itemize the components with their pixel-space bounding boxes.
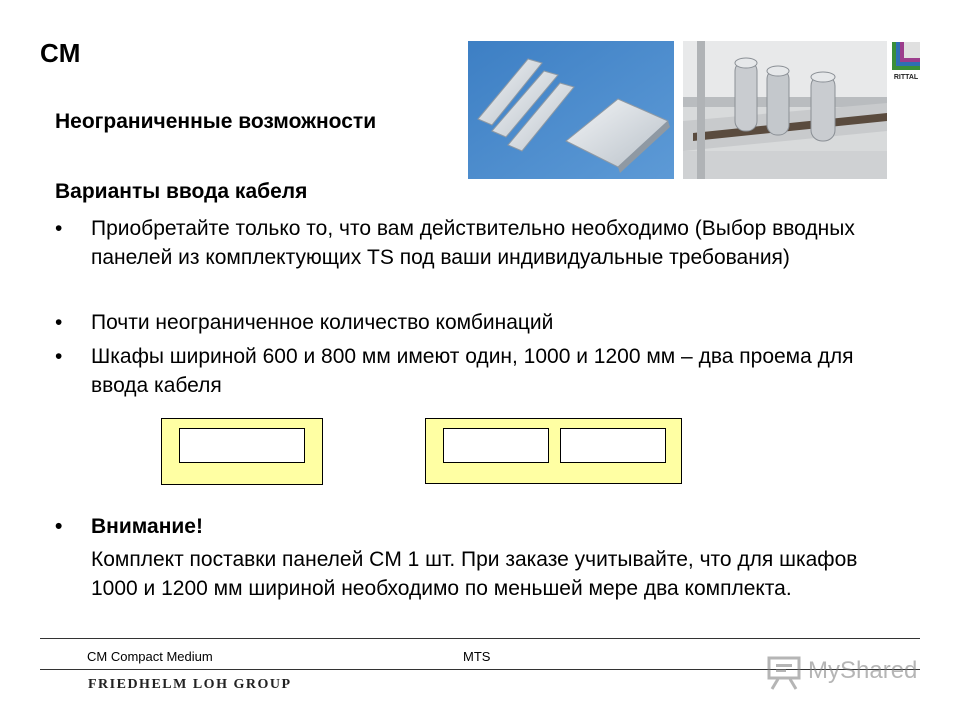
rittal-logo-icon [890,40,922,82]
footer-department: MTS [463,649,491,664]
bullet-marker: • [55,515,63,538]
bullet-marker: • [55,217,63,240]
bullet-item [55,308,905,337]
bullet-text: Шкафы шириной 600 и 800 мм имеют один, 1000 и 1200 мм – два проема для ввода кабеля [91,345,854,397]
bullet-marker: • [55,345,63,368]
bullet-marker: • [55,311,63,334]
cabinet-cable-entry-photo [683,41,887,179]
cable-entry-opening [179,428,305,463]
cable-entry-panels-photo [468,41,674,179]
presentation-icon [766,655,804,691]
watermark-text: MyShared [808,657,918,684]
bullet-item [55,342,905,400]
single-opening-frame [161,418,323,485]
footer-product-name: CM Compact Medium [87,649,213,664]
cable-entry-opening [443,428,549,463]
double-opening-frame [425,418,682,484]
brand-logo-text: RITTAL [893,74,919,81]
group-logo: FRIEDHELM LOH GROUP [88,677,292,692]
cable-entry-opening [560,428,666,463]
footer-divider [40,638,920,639]
slide-title: CM [40,38,81,68]
bullet-item [55,512,905,541]
bullet-text: Почти неограниченное количество комбинаций [91,311,554,334]
slide-subtitle: Неограниченные возможности [55,110,377,133]
watermark [766,655,926,691]
attention-note: Комплект поставки панелей CM 1 шт. При заказе учитывайте, что для шкафов 1000 и 1200 мм шириной необходимо по меньшей мере два комплекта. [91,548,858,600]
bullet-text: Приобретайте только то, что вам действительно необходимо (Выбор вводных панелей из комплектующих TS под ваши индивидуальные требования) [91,217,855,269]
attention-heading: Внимание! [91,515,203,538]
bullet-item [55,214,905,272]
section-heading: Варианты ввода кабеля [55,180,308,203]
